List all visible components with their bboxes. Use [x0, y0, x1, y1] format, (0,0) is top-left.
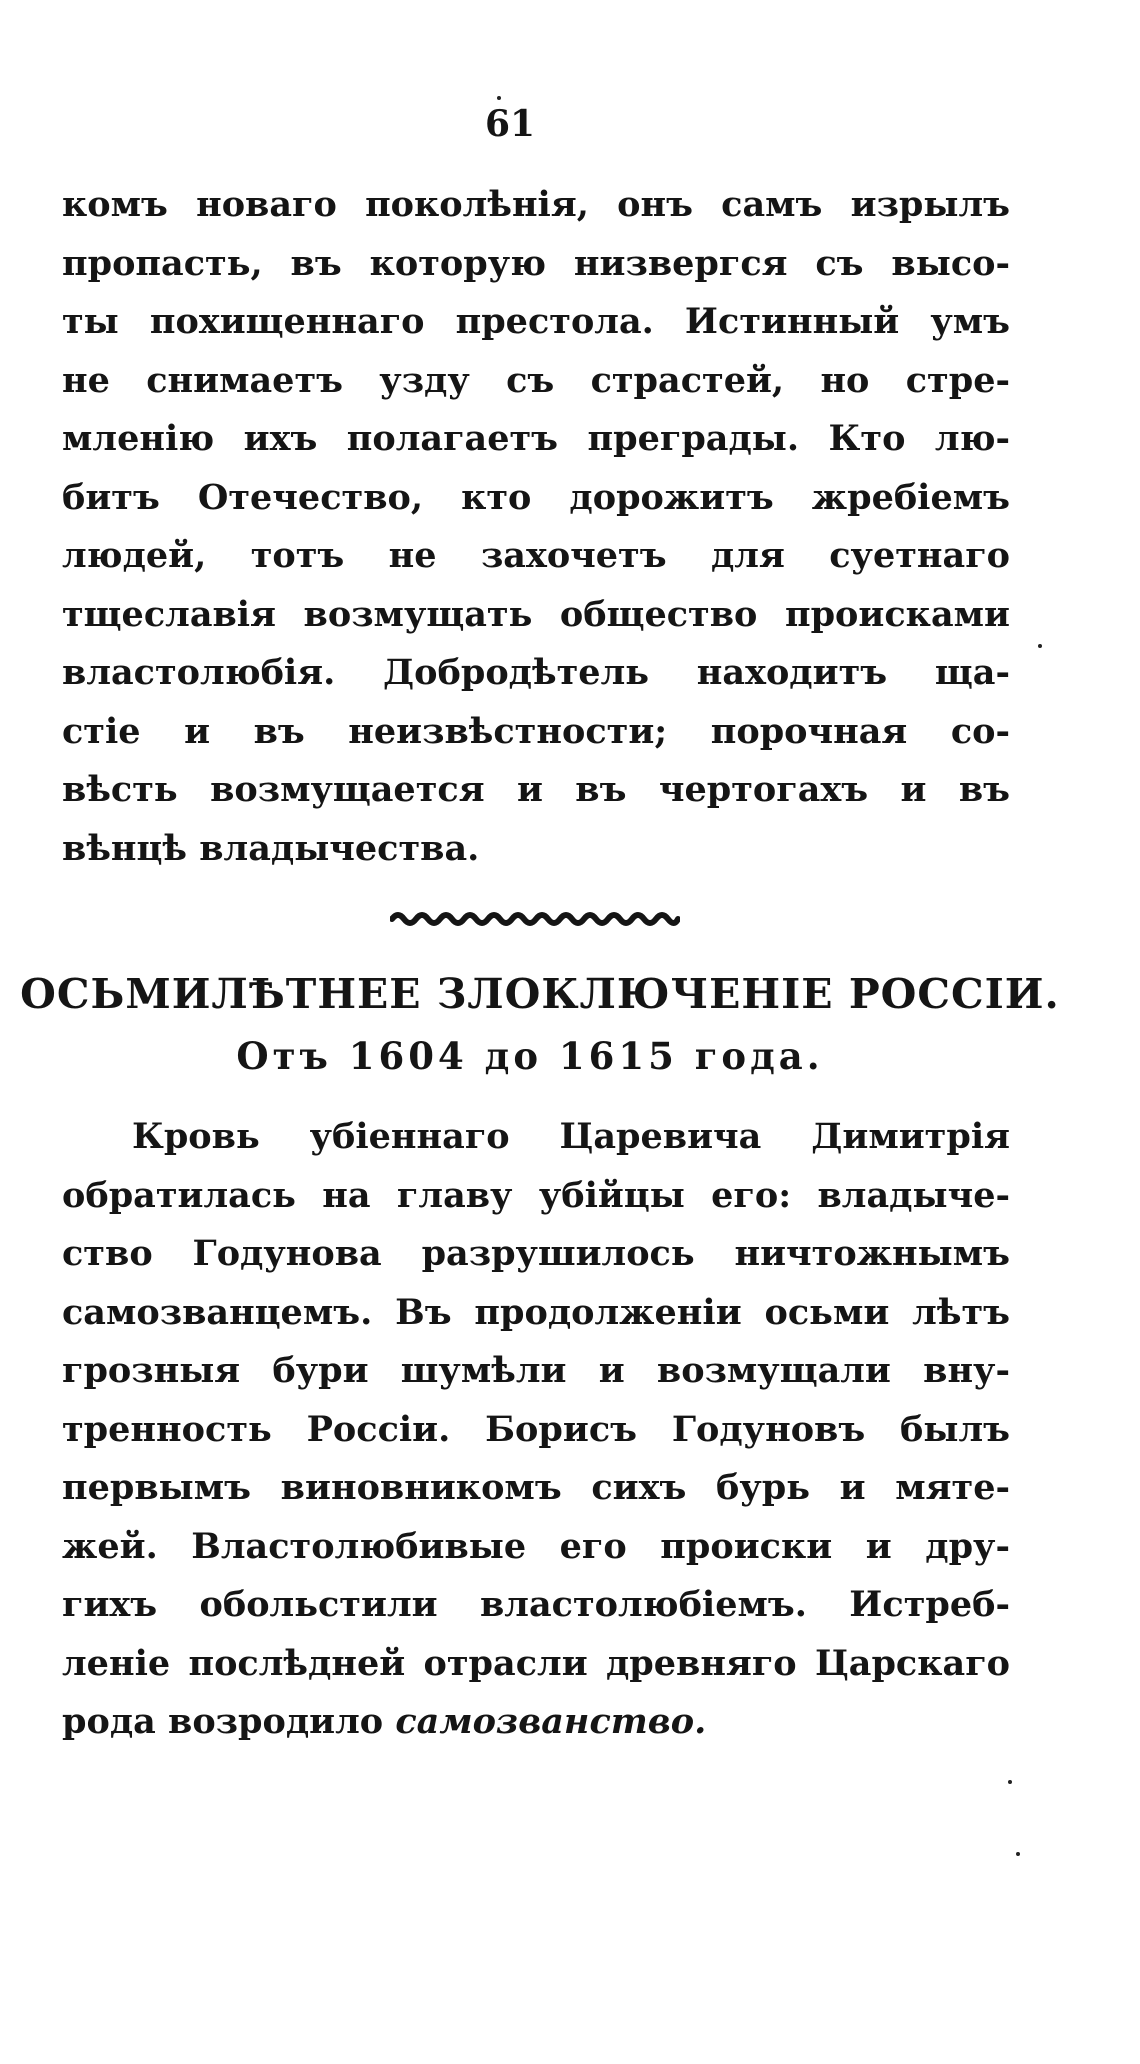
- text-line-last: [62, 1693, 1010, 1752]
- text-plain-part: рода возродило: [62, 1701, 396, 1742]
- text-line: мленію ихъ полагаетъ преграды. Кто лю-: [62, 418, 1010, 459]
- print-speck: [1038, 644, 1042, 648]
- text-line: стіе и въ неизвѣстности; порочная со-: [62, 710, 1010, 752]
- text-line: жей. Властолюбивые его происки и дру-: [62, 1525, 1010, 1567]
- section-title: ОСЬМИЛѢТНЕЕ ЗЛОКЛЮЧЕНІЕ РОССІИ.: [20, 970, 1060, 1018]
- text-line: грозныя бури шумѣли и возмущали вну-: [62, 1350, 1010, 1391]
- wavy-divider-ornament: [390, 910, 680, 928]
- text-line: вѣсть возмущается и въ чертогахъ и въ: [62, 769, 1010, 810]
- text-line: битъ Отечество, кто дорожитъ жребіемъ: [62, 476, 1010, 518]
- paragraph-2: [62, 1108, 1010, 1752]
- text-line: пропасть, въ которую низвергся съ высо-: [62, 242, 1010, 284]
- text-italic-part: самозванство.: [395, 1701, 707, 1742]
- text-line: ство Годунова разрушилось ничтожнымъ: [62, 1233, 1010, 1274]
- text-line: тренность Россіи. Борисъ Годуновъ былъ: [62, 1408, 1010, 1450]
- text-line: людей, тотъ не захочетъ для суетнаго: [62, 535, 1010, 576]
- text-line: гихъ обольстили властолюбіемъ. Истреб-: [62, 1584, 1010, 1625]
- text-line: комъ новаго поколѣнія, онъ самъ изрылъ: [62, 184, 1010, 225]
- text-line: не снимаетъ узду съ страстей, но стре-: [62, 359, 1010, 401]
- print-speck: [497, 96, 501, 100]
- text-line: тщеславія возмущать общество происками: [62, 593, 1010, 635]
- text-line: обратилась на главу убійцы его: владыче-: [62, 1174, 1010, 1216]
- text-line: вѣнцѣ владычества.: [62, 827, 480, 869]
- page-number: 61: [484, 103, 536, 145]
- print-speck: [1016, 1852, 1020, 1856]
- text-line: первымъ виновникомъ сихъ бурь и мяте-: [62, 1467, 1010, 1508]
- print-speck: [1008, 1780, 1012, 1784]
- paragraph-1: [62, 176, 1010, 878]
- section-subtitle: Отъ 1604 до 1615 года.: [236, 1034, 824, 1078]
- text-line: Кровь убіеннаго Царевича Димитрія: [132, 1116, 1010, 1157]
- text-line: леніе послѣдней отрасли древняго Царскаго: [62, 1642, 1010, 1684]
- text-line: властолюбія. Добродѣтель находитъ ща-: [62, 652, 1010, 693]
- text-line: самозванцемъ. Въ продолженіи осьми лѣтъ: [62, 1291, 1010, 1333]
- text-line: ты похищеннаго престола. Истинный умъ: [62, 301, 1010, 342]
